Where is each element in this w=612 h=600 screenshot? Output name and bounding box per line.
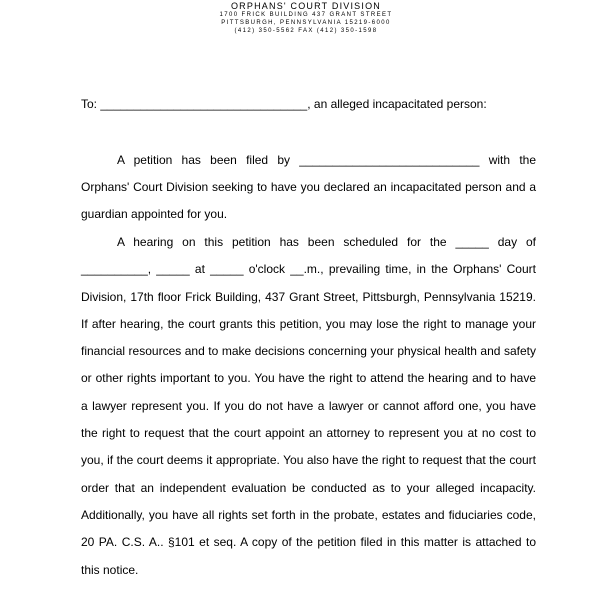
petition-paragraph: A petition has been filed by ___________________________ with the Orphans' Court Division seeking to have you declared an incapacitated person and a guardian appointed for you. <box>81 152 536 222</box>
letterhead-address: 1700 FRICK BUILDING 437 GRANT STREET <box>219 12 393 18</box>
addressee-line: To: _______________________________, an alleged incapacitated person: <box>81 97 487 111</box>
hearing-paragraph: A hearing on this petition has been scheduled for the _____ day of __________, _____ at _____ o'clock __.m., prevailing time, in the Orphans' Court Division, 17th floor Frick Building, 437 Grant Street, Pittsburgh, Pennsylvania 15219. If after hearing, the court grants this petition, you may lose the right to manage your financial resources and to make decisions concerning your physical health and safety or other rights important to you. You have the right to attend the hearing and to have a lawyer represent you. If you do not have a lawyer or cannot afford one, you have the right to request that the court appoint an attorney to represent you at no cost to you, if the court deems it appropriate. You also have the right to request that the court order that an independent evaluation be conducted as to your alleged incapacity. Additionally, you have all rights set forth in the probate, estates and fiduciaries code, 20 PA. C.S. A.. §101 et seq. A copy of the petition filed in this matter is attached to this notice. <box>81 235 536 577</box>
court-letterhead <box>0 0 612 35</box>
letterhead-city: PITTSBURGH, PENNSYLVANIA 15219-6000 <box>221 20 391 26</box>
letterhead-division: ORPHANS' COURT DIVISION <box>230 1 381 11</box>
letterhead-phone: (412) 350-5562 FAX (412) 350-1598 <box>234 28 378 34</box>
